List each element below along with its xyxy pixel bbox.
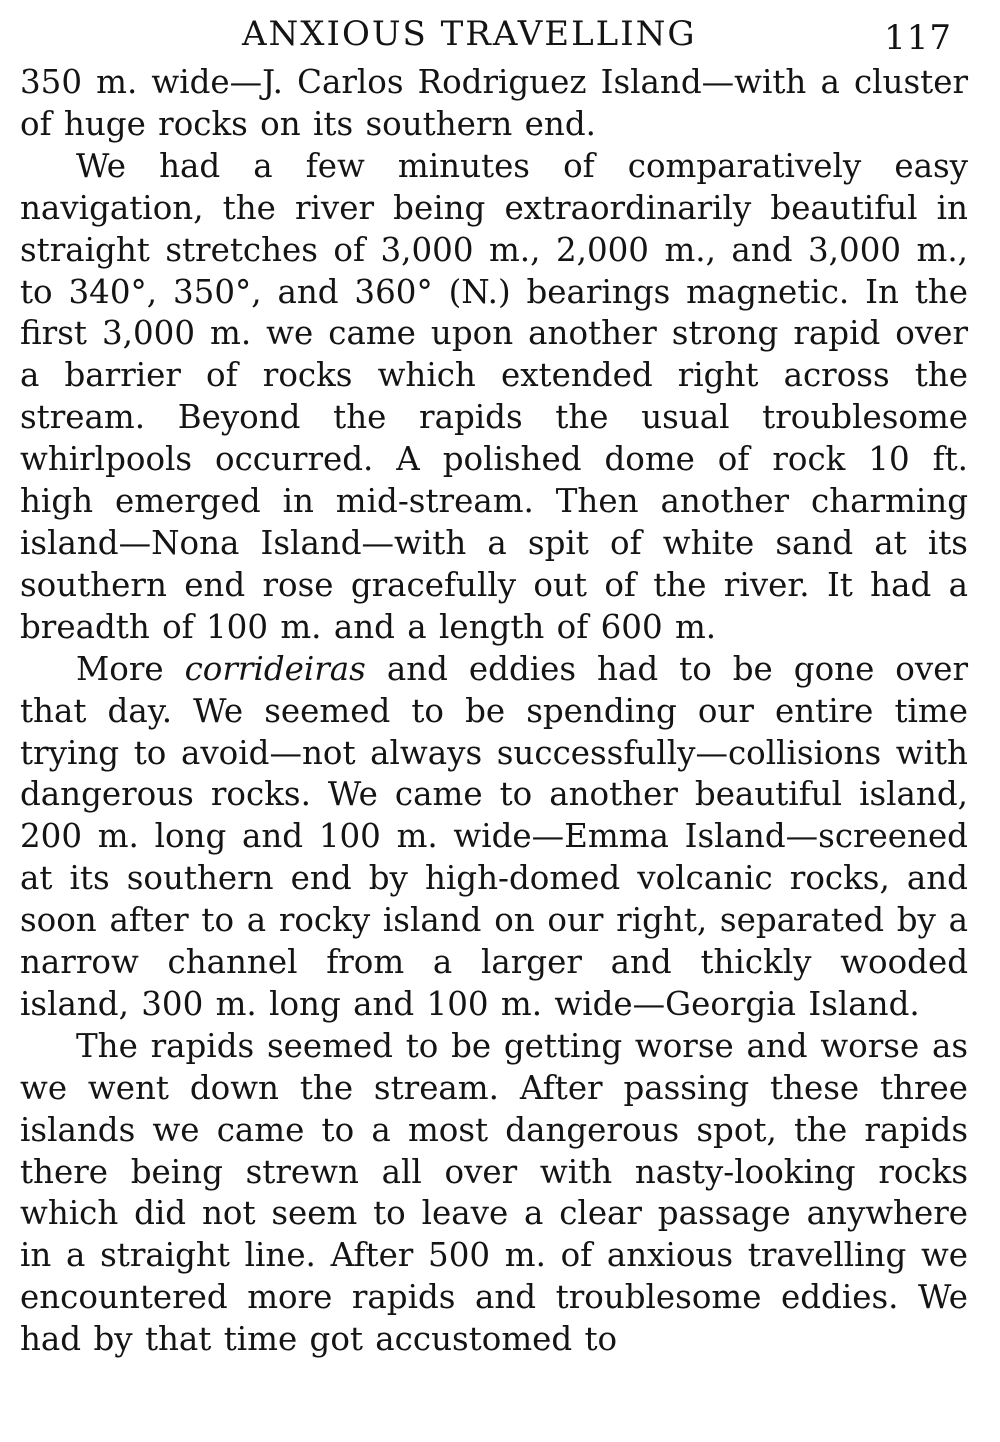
paragraph-continued: 350 m. wide—J. Carlos Rodriguez Island—with a cluster of huge rocks on its southern end. [20, 63, 968, 143]
paragraph: The rapids seemed to be getting worse and worse as we went down the stream. After passing these three islands we came to a most dangerous spot, the rapids there being strewn all over with nasty-looking rocks which did not seem to leave a clear passage anywhere in a straight line. After 500 m. of anxious travelling we encountered more rapids and troublesome eddies. We had by that time got accustomed to [20, 1026, 968, 1359]
paragraph-text: More [76, 649, 185, 688]
paragraph: We had a few minutes of comparatively easy navigation, the river being extraordinarily beautiful in straight stretches of 3,000 m., 2,000 m., and 3,000 m., to 340°, 350°, and 360° (N.) bearings magnetic. In the first 3,000 m. we came upon another strong rapid over a barrier of rocks which extended right across the stream. Beyond the rapids the usual troublesome whirlpools occurred. A polished dome of rock 10 ft. high emerged in mid-stream. Then another charming island—Nona Island—with a spit of white sand at its southern end rose gracefully out of the river. It had a breadth of 100 m. and a length of 600 m. [20, 146, 968, 646]
running-head [20, 10, 968, 62]
paragraph-text: and eddies had to be gone over that day. We seemed to be spending our entire time trying to avoid—not always successfully—collisions with dangerous rocks. We came to another beautiful island, 200 m. long and 100 m. wide—Emma Island—screened at its southern end by high-domed volcanic rocks, and soon after to a rocky island on our right, separated by a narrow channel from a larger and thickly wooded island, 300 m. long and 100 m. wide—Georgia Island. [20, 649, 968, 1023]
book-page [20, 10, 968, 1361]
paragraph [20, 649, 968, 1026]
page-number: 117 [884, 18, 952, 58]
italic-term: corrideiras [184, 649, 366, 688]
body-text [20, 62, 968, 1361]
running-title: ANXIOUS TRAVELLING [242, 14, 697, 54]
